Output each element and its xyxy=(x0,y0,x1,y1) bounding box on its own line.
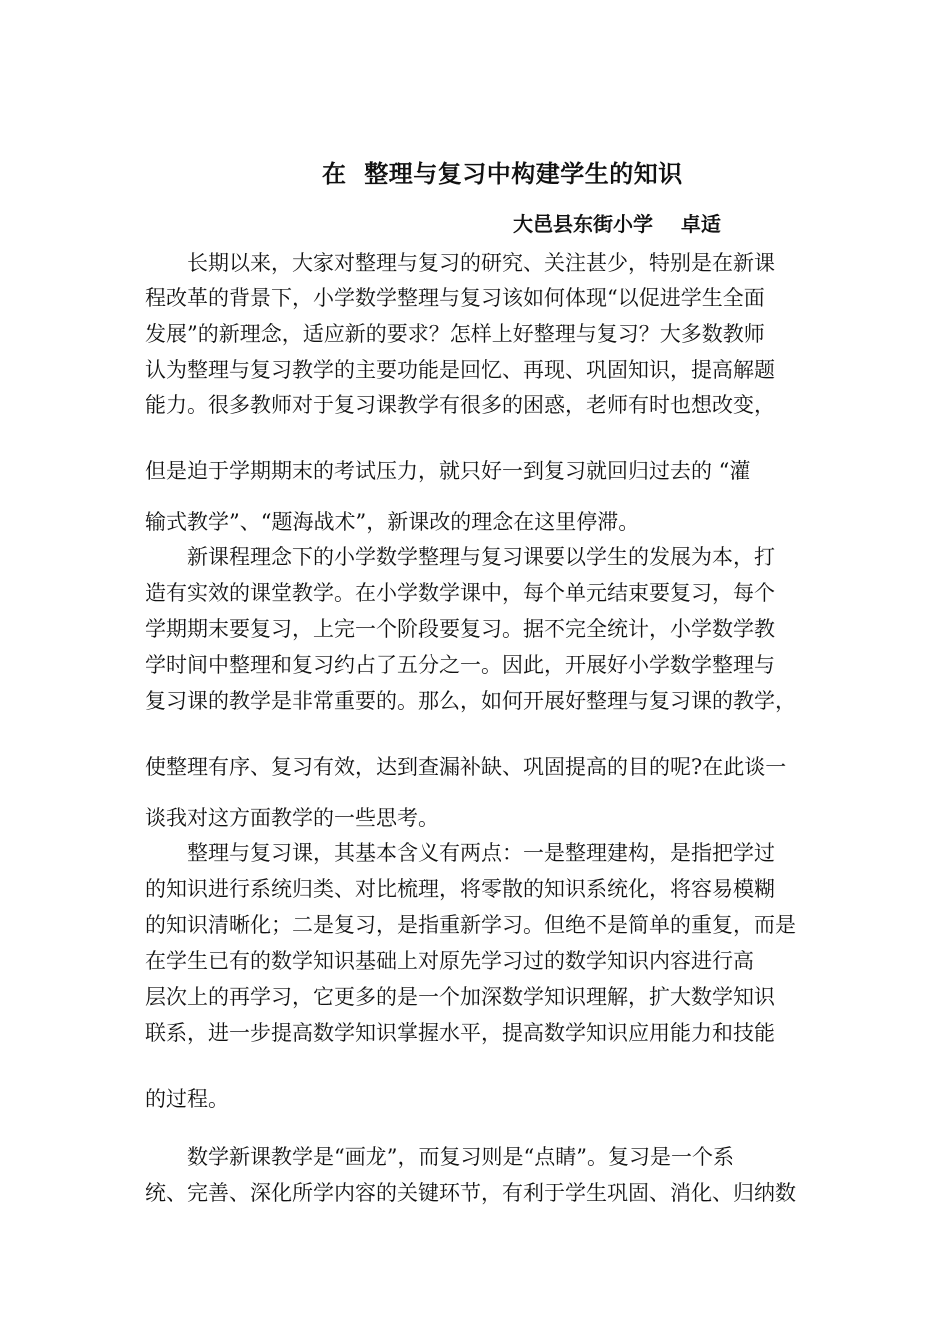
paragraph-1-line-2: 程改革的背景下，小学数学整理与复习该如何体现“以促进学生全面 xyxy=(145,286,765,310)
paragraph-1-line-5: 能力。很多教师对于复习课教学有很多的困惑，老师有时也想改变， xyxy=(145,393,775,417)
paragraph-1-line-7: 输式教学”、“题海战术”，新课改的理念在这里停滞。 xyxy=(145,510,640,534)
document-title: 在 整理与复习中构建学生的知识 xyxy=(322,160,683,188)
paragraph-2-line-2: 造有实效的课堂教学。在小学数学课中，每个单元结束要复习，每个 xyxy=(145,581,775,605)
paragraph-2-line-4: 学时间中整理和复习约占了五分之一。因此，开展好小学数学整理与 xyxy=(145,653,775,677)
paragraph-3-line-2: 的知识进行系统归类、对比梳理，将零散的知识系统化，将容易模糊 xyxy=(145,877,775,901)
paragraph-2-line-1: 新课程理念下的小学数学整理与复习课要以学生的发展为本，打 xyxy=(187,545,775,569)
paragraph-2-line-7: 谈我对这方面教学的一些思考。 xyxy=(145,806,439,830)
paragraph-1-line-6: 但是迫于学期期末的考试压力，就只好一到复习就回归过去的 “灌 xyxy=(145,459,751,483)
author-line: 大邑县东街小学 卓适 xyxy=(513,212,721,236)
paragraph-3-line-7: 的过程。 xyxy=(145,1087,229,1111)
paragraph-2-line-5: 复习课的教学是非常重要的。那么，如何开展好整理与复习课的教学， xyxy=(145,689,796,713)
paragraph-2-line-3: 学期期末要复习，上完一个阶段要复习。据不完全统计，小学数学教 xyxy=(145,617,775,641)
paragraph-2-line-6: 使整理有序、复习有效，达到查漏补缺、巩固提高的目的呢?在此谈一 xyxy=(145,755,787,779)
paragraph-1-line-4: 认为整理与复习教学的主要功能是回忆、再现、巩固知识，提高解题 xyxy=(145,358,775,382)
paragraph-4-line-1: 数学新课教学是“画龙”，而复习则是“点睛”。复习是一个系 xyxy=(187,1145,734,1169)
paragraph-1-line-3: 发展”的新理念，适应新的要求？怎样上好整理与复习？大多数教师 xyxy=(145,322,765,346)
paragraph-4-line-2: 统、完善、深化所学内容的关键环节，有利于学生巩固、消化、归纳数 xyxy=(145,1181,796,1205)
paragraph-3-line-4: 在学生已有的数学知识基础上对原先学习过的数学知识内容进行高 xyxy=(145,949,754,973)
paragraph-3-line-3: 的知识清晰化；二是复习，是指重新学习。但绝不是简单的重复，而是 xyxy=(145,913,796,937)
paragraph-3-line-1: 整理与复习课，其基本含义有两点：一是整理建构，是指把学过 xyxy=(187,841,775,865)
paragraph-3-line-5: 层次上的再学习，它更多的是一个加深数学知识理解，扩大数学知识 xyxy=(145,985,775,1009)
paragraph-1-line-1: 长期以来，大家对整理与复习的研究、关注甚少，特别是在新课 xyxy=(187,251,775,275)
paragraph-3-line-6: 联系，进一步提高数学知识掌握水平，提高数学知识应用能力和技能 xyxy=(145,1021,775,1045)
